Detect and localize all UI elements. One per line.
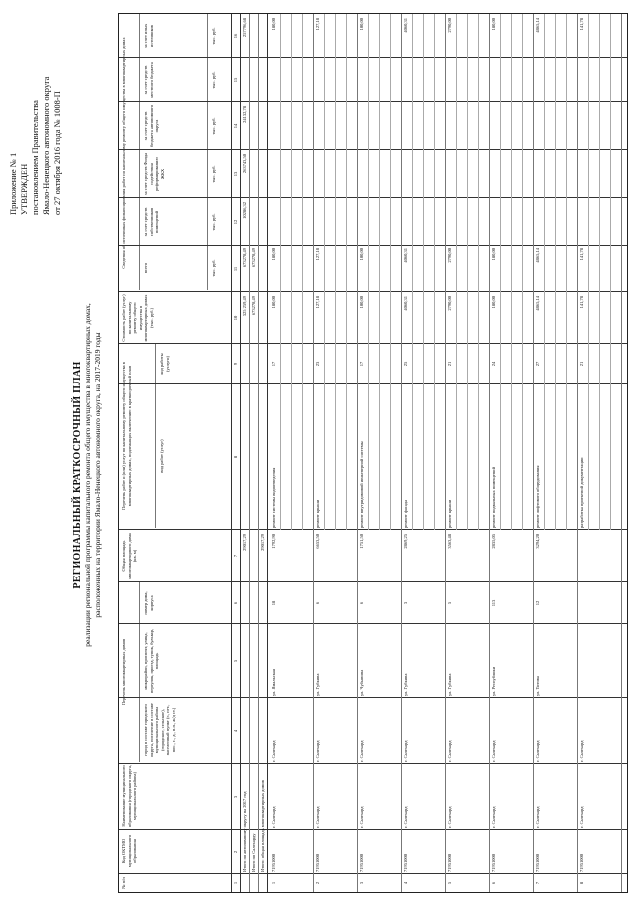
table-cell-street: ул. Ямальская bbox=[271, 669, 276, 696]
col-number: 3 bbox=[233, 795, 238, 799]
col-number: 4 bbox=[233, 729, 238, 733]
row-subline bbox=[423, 14, 424, 530]
table-cell-n: 6 bbox=[491, 881, 496, 885]
col-number: 14 bbox=[233, 123, 238, 129]
table-cell-code: 71951000 bbox=[315, 854, 320, 872]
table-cell-code: 71951000 bbox=[403, 854, 408, 872]
header-house: номер дома, корпуса bbox=[143, 591, 154, 615]
table-cell-work: ремонт системы водоотведения bbox=[271, 467, 276, 528]
table-cell-mo: г. Салехард bbox=[403, 806, 408, 828]
table-cell-n: 4 bbox=[403, 881, 408, 885]
row-subline bbox=[379, 14, 380, 530]
table-cell-street: ул. Губкина bbox=[447, 673, 452, 696]
table-cell-cost: 127,18 bbox=[315, 296, 320, 309]
row-divider bbox=[577, 14, 578, 892]
col-number: 7 bbox=[233, 554, 238, 558]
header-fin-total: всего bbox=[143, 262, 148, 274]
header-unit: тыс. руб. bbox=[211, 213, 216, 231]
table-cell-oth: 141,78 bbox=[579, 18, 584, 31]
row-divider bbox=[313, 14, 314, 892]
row-subline bbox=[434, 14, 435, 530]
table-cell-cost: 100,00 bbox=[359, 296, 364, 309]
table-cell-cost: 2790,00 bbox=[447, 248, 452, 263]
table-cell-mo: г. Салехард bbox=[447, 806, 452, 828]
row-subline bbox=[390, 14, 391, 530]
table-cell-code2: 17 bbox=[271, 361, 276, 367]
table-cell-cost: 180,00 bbox=[491, 296, 496, 309]
table-cell-n: 1 bbox=[271, 881, 276, 885]
header-unit: тыс. руб. bbox=[211, 117, 216, 135]
table-cell-code2: 24 bbox=[491, 361, 496, 367]
table-cell-house: 3 bbox=[403, 601, 408, 605]
totals-total: 673278,49 bbox=[251, 248, 256, 268]
col-number: 6 bbox=[233, 601, 238, 605]
header-area: Общая площадь многоквартирного дома (кв. м) bbox=[121, 533, 137, 579]
table-cell-code2: 27 bbox=[535, 361, 540, 367]
title-block bbox=[72, 145, 103, 805]
table-cell-oth: 2790,00 bbox=[447, 18, 452, 33]
table-cell-work: разработка проектной документации bbox=[579, 457, 584, 528]
table-cell-mo: г. Салехард bbox=[535, 806, 540, 828]
table-cell-mo: г. Салехард bbox=[535, 740, 540, 762]
table-cell-work: ремонт лифтового оборудования bbox=[535, 465, 540, 528]
table-cell-area: 6653,50 bbox=[315, 534, 320, 549]
table-cell-street: ул. Губкина bbox=[403, 673, 408, 696]
table-cell-code: 71951000 bbox=[359, 854, 364, 872]
row-divider bbox=[621, 14, 622, 892]
table-cell-cost: 4865,14 bbox=[535, 296, 540, 311]
row-divider bbox=[489, 14, 490, 892]
table-cell-code: 71951000 bbox=[491, 854, 496, 872]
plan-table bbox=[118, 13, 628, 893]
row-subline bbox=[522, 14, 523, 530]
table-cell-oth: 4865,14 bbox=[535, 18, 540, 33]
table-cell-n: 2 bbox=[315, 881, 320, 885]
row-subline bbox=[500, 14, 501, 530]
table-cell-mo: г. Салехард bbox=[359, 740, 364, 762]
row-subline bbox=[302, 14, 303, 530]
header-fin-owners: за счет средств собственников помещений bbox=[143, 207, 159, 237]
table-cell-area: 2835,05 bbox=[491, 534, 496, 549]
row-subline bbox=[368, 14, 369, 530]
header-unit: тыс. руб. bbox=[211, 71, 216, 89]
table-cell-n: 3 bbox=[359, 881, 364, 885]
table-cell-house: 18 bbox=[271, 600, 276, 606]
table-cell-oth: 127,18 bbox=[315, 18, 320, 31]
header-no: № п/п bbox=[121, 877, 126, 889]
table-cell-oth: 180,00 bbox=[491, 18, 496, 31]
header-unit: тыс. руб. bbox=[211, 165, 216, 183]
page-subtitle: расположенных на территории Ямало-Ненецкого автономного округа, на 2017-2019 годы bbox=[93, 332, 102, 618]
col-number: 5 bbox=[233, 659, 238, 663]
header-unit: тыс. руб. bbox=[211, 27, 216, 45]
header-address-street: микрорайон, проспект, улица, переулок, проезд, тупик, бульвар, площадь bbox=[143, 628, 159, 694]
totals-area-label: Итого: общая площадь многоквартирных домов bbox=[260, 780, 265, 872]
header-cost: Стоимость работ (услуг) по капитальному ремонту общего имущества в многоквартирных домах (тыс. руб.) bbox=[121, 294, 154, 342]
table-cell-mo: г. Салехард bbox=[579, 806, 584, 828]
approval-stamp bbox=[8, 15, 63, 215]
header-fin-region: за счет средств бюджета автономного округа bbox=[143, 104, 159, 148]
header-fin-fund: за счет средств Фонда содействия реформированию ЖКХ bbox=[143, 152, 165, 196]
table-cell-mo: г. Салехард bbox=[271, 740, 276, 762]
row-divider bbox=[445, 14, 446, 892]
table-cell-mo: г. Салехард bbox=[491, 740, 496, 762]
totals-other: 257796,68 bbox=[242, 18, 247, 38]
table-cell-mo: г. Салехард bbox=[359, 806, 364, 828]
row-subline bbox=[610, 14, 611, 530]
table-cell-code2: 25 bbox=[403, 361, 408, 367]
header-mo: Наименование муниципального образования (городского округа, муниципального района) bbox=[121, 764, 137, 828]
table-cell-work: ремонт крыши bbox=[447, 499, 452, 528]
header-address-mo: город в составе городского округа, поселение в составе муниципального района (городское, сельское), населенный пункт (г., пгт., пос., с., д., н.п., ж/д ст.) bbox=[143, 703, 176, 757]
table-cell-street: ул. Губкина bbox=[315, 673, 320, 696]
col-number: 2 bbox=[233, 850, 238, 854]
header-fin-other: за счет иных источников bbox=[143, 23, 154, 49]
totals-total: 673278,49 bbox=[242, 248, 247, 268]
row-subline bbox=[412, 14, 413, 530]
table-cell-code2: 21 bbox=[447, 361, 452, 367]
table-cell-cost: 4865,14 bbox=[535, 248, 540, 263]
table-cell-code2: 21 bbox=[579, 361, 584, 367]
header-works: Перечень работ и (или) услуг по капитальному ремонту общего имущества в многоквартирных домах, подлежащих включению в краткосрочный план bbox=[121, 362, 132, 510]
row-subline bbox=[588, 14, 589, 530]
row-subline bbox=[544, 14, 545, 530]
row-subline bbox=[467, 14, 468, 530]
approval-line: УТВЕРЖДЕН bbox=[19, 163, 29, 215]
table-cell-work: ремонт фасада bbox=[403, 499, 408, 528]
table-cell-cost: 180,00 bbox=[271, 248, 276, 261]
table-cell-house: 12 bbox=[535, 600, 540, 606]
row-subline bbox=[555, 14, 556, 530]
totals-owners: 10286,32 bbox=[242, 202, 247, 219]
table-cell-street: ул. Титова bbox=[535, 676, 540, 696]
row-subline bbox=[511, 14, 512, 530]
table-cell-street: ул. Чубынина bbox=[359, 669, 364, 696]
header-fin-local: за счет средств местного бюджета bbox=[143, 62, 154, 98]
totals-region: 24132,78 bbox=[242, 106, 247, 123]
table-cell-cost: 4060,31 bbox=[403, 296, 408, 311]
col-number: 16 bbox=[233, 33, 238, 39]
header-work-code: код работы (услуги) bbox=[159, 353, 170, 375]
table-cell-cost: 141,78 bbox=[579, 248, 584, 261]
table-cell-mo: г. Салехард bbox=[491, 806, 496, 828]
page-title: РЕГИОНАЛЬНЫЙ КРАТКОСРОЧНЫЙ ПЛАН bbox=[72, 361, 83, 589]
col-number: 1 bbox=[233, 881, 238, 885]
totals-cost: 673278,49 bbox=[251, 296, 256, 316]
table-cell-n: 8 bbox=[579, 881, 584, 885]
table-cell-area: 1751,50 bbox=[359, 534, 364, 549]
row-subline bbox=[335, 14, 336, 530]
row-subline bbox=[478, 14, 479, 530]
table-cell-n: 5 bbox=[447, 881, 452, 885]
table-cell-house: 5 bbox=[447, 601, 452, 605]
table-cell-house: 6 bbox=[359, 601, 364, 605]
header-unit: тыс. руб. bbox=[211, 259, 216, 277]
table-cell-house: 6 bbox=[315, 601, 320, 605]
table-cell-street: ул. Республики bbox=[491, 666, 496, 696]
table-cell-area: 1792,90 bbox=[271, 534, 276, 549]
page-subtitle: реализации региональной программы капитального ремонта общего имущества в многоквартирных домах, bbox=[83, 303, 92, 647]
table-cell-mo: г. Салехард bbox=[315, 740, 320, 762]
col-number: 10 bbox=[233, 315, 238, 321]
row-divider bbox=[533, 14, 534, 892]
row-subline bbox=[291, 14, 292, 530]
table-cell-mo: г. Салехард bbox=[315, 806, 320, 828]
row-subline bbox=[566, 14, 567, 530]
totals-region-label: Итого по автономному округу на 2017 год bbox=[242, 791, 247, 872]
table-cell-cost: 141,78 bbox=[579, 296, 584, 309]
table-cell-area: 3294,20 bbox=[535, 534, 540, 549]
approval-line: от 27 октября 2016 года № 1008-П bbox=[52, 91, 62, 215]
row-subline bbox=[346, 14, 347, 530]
approval-line: Приложение № 1 bbox=[8, 152, 18, 215]
table-cell-mo: г. Салехард bbox=[403, 740, 408, 762]
table-cell-code: 71951000 bbox=[579, 854, 584, 872]
table-cell-n: 7 bbox=[535, 881, 540, 885]
col-number: 12 bbox=[233, 219, 238, 225]
table-cell-code2: 23 bbox=[315, 361, 320, 367]
approval-line: постановлением Правительства bbox=[30, 100, 40, 215]
totals-area: 29017,29 bbox=[260, 534, 265, 551]
table-cell-house: 113 bbox=[491, 599, 496, 607]
table-cell-cost: 2790,00 bbox=[447, 296, 452, 311]
row-subline bbox=[280, 14, 281, 530]
table-cell-code: 71951000 bbox=[447, 854, 452, 872]
table-cell-cost: 127,18 bbox=[315, 248, 320, 261]
totals-area: 29017,29 bbox=[242, 534, 247, 551]
row-divider bbox=[357, 14, 358, 892]
col-number: 11 bbox=[233, 266, 238, 272]
row-subline bbox=[599, 14, 600, 530]
table-cell-mo: г. Салехард bbox=[579, 740, 584, 762]
totals-cost: 325 259,49 bbox=[242, 296, 247, 317]
table-cell-mo: г. Салехард bbox=[447, 740, 452, 762]
col-number: 9 bbox=[233, 362, 238, 366]
col-number: 13 bbox=[233, 171, 238, 177]
row-subline bbox=[324, 14, 325, 530]
table-cell-work: ремонт внутридомовой инженерной системы bbox=[359, 441, 364, 528]
table-cell-code2: 17 bbox=[359, 361, 364, 367]
totals-fund: 263743,50 bbox=[242, 154, 247, 174]
table-cell-oth: 4060,31 bbox=[403, 18, 408, 33]
table-header bbox=[119, 14, 232, 892]
header-finance: Сведения об источниках финансирования работ по капитальному ремонту общего имущества в многоквартирных домах bbox=[121, 37, 126, 269]
table-cell-area: 2869,25 bbox=[403, 534, 408, 549]
totals-mo-label: Итого по Салехарду bbox=[251, 833, 256, 872]
table-cell-code: 71951000 bbox=[271, 854, 276, 872]
table-cell-mo: г. Салехард bbox=[271, 806, 276, 828]
table-cell-oth: 100,00 bbox=[359, 18, 364, 31]
table-cell-work: ремонт подвальных помещений bbox=[491, 467, 496, 528]
col-number: 15 bbox=[233, 77, 238, 83]
header-work-kind: вид работ (услуг) bbox=[159, 439, 164, 473]
table-cell-code: 71951000 bbox=[535, 854, 540, 872]
table-cell-cost: 180,00 bbox=[491, 248, 496, 261]
table-cell-cost: 100,00 bbox=[359, 248, 364, 261]
row-subline bbox=[456, 14, 457, 530]
table-cell-cost: 180,00 bbox=[271, 296, 276, 309]
table-cell-oth: 180,00 bbox=[271, 18, 276, 31]
table-cell-work: ремонт крыши bbox=[315, 499, 320, 528]
approval-line: Ямало-Ненецкого автономного округа bbox=[41, 76, 51, 215]
row-divider bbox=[401, 14, 402, 892]
header-address: Перечень многоквартирных домов bbox=[121, 638, 126, 706]
header-code: Код ОКТМО муниципального образования bbox=[121, 834, 137, 868]
col-number: 8 bbox=[233, 455, 238, 459]
table-cell-cost: 4060,31 bbox=[403, 248, 408, 263]
table-cell-area: 3563,48 bbox=[447, 534, 452, 549]
